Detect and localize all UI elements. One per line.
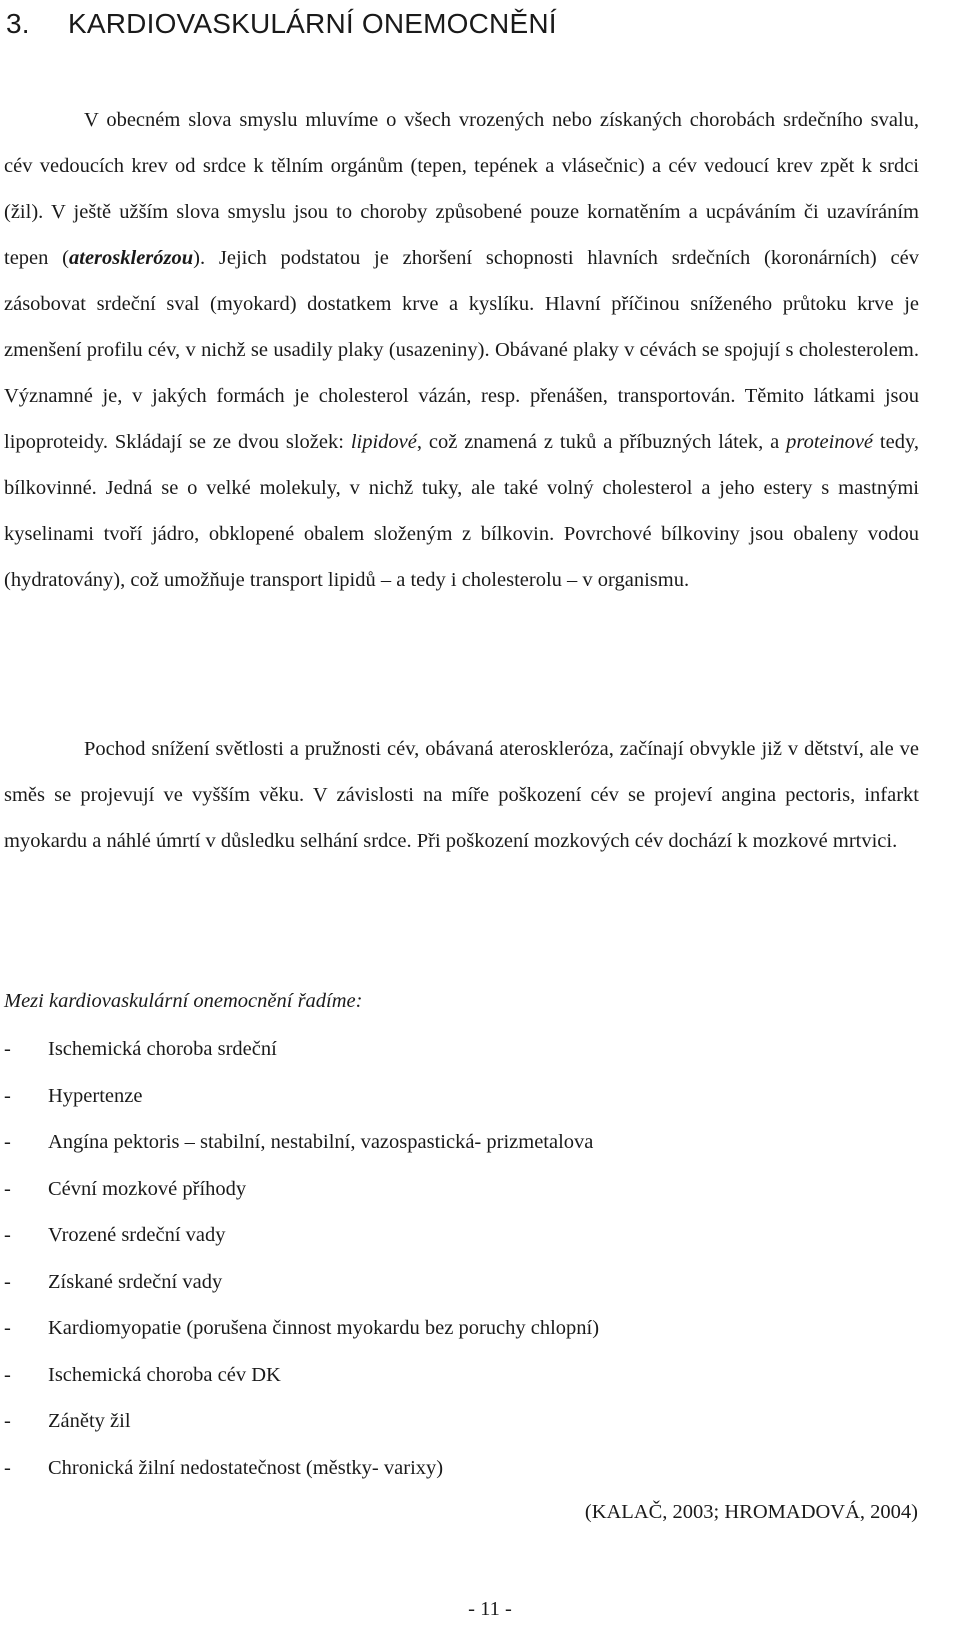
list-marker: - [4, 1224, 11, 1246]
page-number: - 11 - [468, 1598, 512, 1620]
list-item [4, 1313, 599, 1360]
list-item [4, 1127, 599, 1174]
after-lipid-text: , což znamená z tuků a příbuzných látek, a [416, 431, 787, 453]
intro-text: V obecném slova smyslu mluvíme o všech vrozených nebo získaných chorobách srdečního svalu, cév vedoucích krev od srdce k tělním orgánům (tepen, tepének a vlásečnic) a cév vedoucí krev zpět k srdci (žil). V ještě užším slova smyslu jsou to choroby způsobené pouze kornatěním a ucpáváním či uzavíráním tepen ( [4, 109, 919, 269]
list-item [4, 1081, 599, 1128]
chapter-heading [6, 4, 557, 44]
end-text: tedy, bílkovinné. Jedná se o velké molekuly, v nichž tuky, ale také volný cholesterol a jeho estery s mastnými kyselinami tvoří jádro, obklopené obalem složeným z bílkovin. Povrchové bílkoviny jsou obaleny vodou (hydratovány), což umožňuje transport lipidů – a tedy i cholesterolu – v organismu. [4, 431, 919, 591]
middle-text: ). Jejich podstatou je zhoršení schopnosti hlavních srdečních (koronárních) cév zásobovat srdeční sval (myokard) dostatkem krve a kyslíku. Hlavní příčinou sníženého průtoku krve je zmenšení profilu cév, v nichž se usadily plaky (usazeniny). Obávané plaky v cévách se spojují s cholesterolem. Významné je, v jakých formách je cholesterol vázán, resp. přenášen, transportován. Těmito látkami jsou lipoproteidy. Skládají se ze dvou složek: [4, 247, 919, 453]
list-item [4, 1267, 599, 1314]
list-marker: - [4, 1456, 11, 1479]
term-atherosclerosis: aterosklerózou [69, 247, 194, 269]
term-lipid: lipidové [350, 431, 417, 453]
list-marker: - [4, 1177, 11, 1200]
term-protein: proteinové [786, 431, 874, 453]
chapter-number: 3. [6, 8, 30, 39]
list-item-text: Vrozené srdeční vady [48, 1224, 226, 1246]
list-marker: - [4, 1038, 11, 1060]
citation: (KALAČ, 2003; HROMADOVÁ, 2004) [584, 1501, 918, 1523]
list-item-text: Cévní mozkové příhody [48, 1177, 247, 1200]
disease-list [4, 1034, 599, 1499]
list-item-text: Získané srdeční vady [48, 1270, 223, 1293]
list-item-text: Kardiomyopatie (porušena činnost myokardu bez poruchy chlopní) [48, 1317, 600, 1339]
second-paragraph: Pochod snížení světlosti a pružnosti cév, obávaná ateroskleróza, začínají obvykle již v dětství, ale ve směs se projevují ve vyšším věku. V závislosti na míře poškození cév se projeví angina pectoris, infarkt myokardu a náhlé úmrtí v důsledku selhání srdce. Při poškození mozkových cév dochází k mozkové mrtvici. [4, 738, 919, 852]
list-marker: - [4, 1363, 11, 1386]
list-item-text: Angína pektoris – stabilní, nestabilní, vazospastická- prizmetalova [48, 1131, 594, 1153]
list-item [4, 1034, 599, 1081]
list-marker: - [4, 1084, 11, 1107]
list-item [4, 1220, 599, 1267]
list-item-text: Hypertenze [48, 1084, 143, 1107]
list-item [4, 1406, 599, 1453]
list-item-text: Záněty žil [48, 1410, 131, 1432]
list-item-text: Ischemická choroba cév DK [48, 1363, 281, 1386]
list-marker: - [4, 1131, 11, 1153]
list-item [4, 1453, 599, 1500]
chapter-title: KARDIOVASKULÁRNÍ ONEMOCNĚNÍ [68, 8, 557, 39]
list-title: Mezi kardiovaskulární onemocnění řadíme: [4, 990, 363, 1012]
list-marker: - [4, 1317, 11, 1339]
list-item [4, 1174, 599, 1221]
list-item [4, 1360, 599, 1407]
list-item-text: Ischemická choroba srdeční [48, 1038, 277, 1060]
list-item-text: Chronická žilní nedostatečnost (městky- varixy) [48, 1456, 444, 1479]
list-marker: - [4, 1270, 11, 1293]
intro-paragraph [4, 97, 919, 603]
list-marker: - [4, 1410, 11, 1432]
